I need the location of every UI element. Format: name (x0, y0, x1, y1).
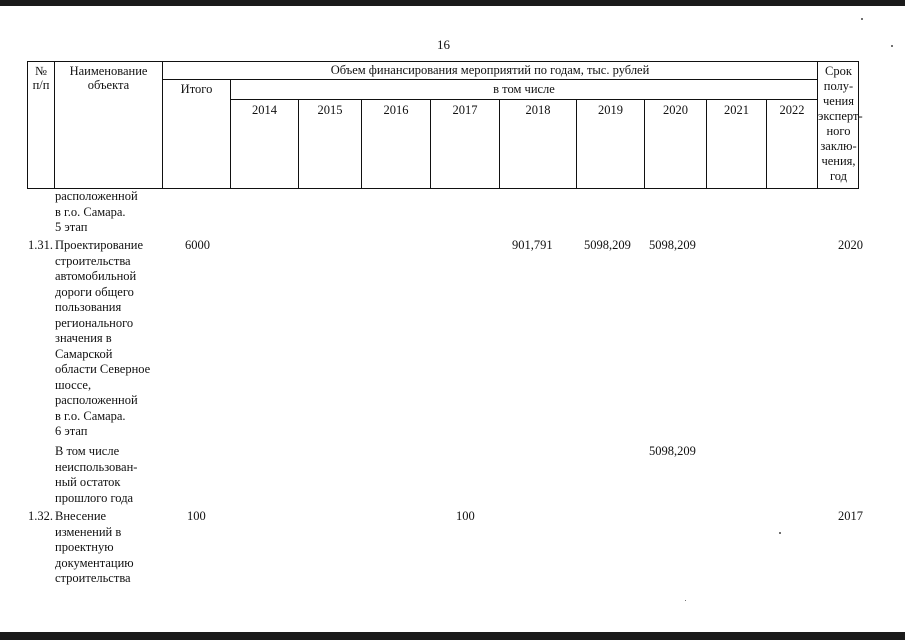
scan-speck (779, 532, 781, 534)
continuation-text: расположенной в г.о. Самара. 5 этап (55, 189, 138, 234)
header-object-name: Наименование объекта (69, 64, 148, 92)
row-deadline: 2017 (838, 509, 863, 523)
header-year-2021: 2021 (724, 103, 749, 117)
row-total: 6000 (185, 238, 210, 252)
row-value-2020: 5098,209 (649, 444, 696, 458)
row-object-name: Внесение изменений в проектную документацию строительства (55, 509, 134, 585)
scan-speck (685, 600, 686, 601)
header-including: в том числе (493, 82, 555, 96)
row-object-name: В том числе неиспользован- ный остаток прошлого года (55, 444, 138, 505)
header-year-2022: 2022 (779, 103, 805, 117)
row-number: 1.31. (28, 238, 53, 252)
row-number: 1.32. (28, 509, 53, 523)
header-year-2014: 2014 (252, 103, 277, 117)
row-value-2017: 100 (456, 509, 475, 523)
row-deadline: 2020 (838, 238, 863, 252)
scan-bottom-border (0, 632, 905, 640)
scan-speck (861, 18, 863, 20)
row-value-2019: 5098,209 (584, 238, 631, 252)
header-deadline: Срок полу- чения эксперт- ного заклю- чения, год (818, 64, 863, 183)
row-value-2018: 901,791 (512, 238, 553, 252)
header-volume-title: Объем финансирования мероприятий по годам, тыс. рублей (330, 63, 650, 77)
row-value-2020: 5098,209 (649, 238, 696, 252)
header-year-2015: 2015 (317, 103, 343, 117)
page-number: 16 (437, 37, 450, 52)
header-year-2016: 2016 (383, 103, 409, 117)
header-total: Итого (180, 82, 213, 96)
header-year-2018: 2018 (525, 103, 551, 117)
row-object-name: Проектирование строительства автомобильной дороги общего пользования регионального значения в Самарской области Северное шоссе, расположенной в г.о. Самара. 6 этап (55, 238, 151, 438)
header-year-2020: 2020 (663, 103, 688, 117)
header-number: № п/п (32, 64, 50, 92)
header-year-2017: 2017 (452, 103, 478, 117)
scan-speck (891, 45, 893, 47)
header-year-2019: 2019 (598, 103, 623, 117)
scan-top-border (0, 0, 905, 6)
row-total: 100 (187, 509, 206, 523)
